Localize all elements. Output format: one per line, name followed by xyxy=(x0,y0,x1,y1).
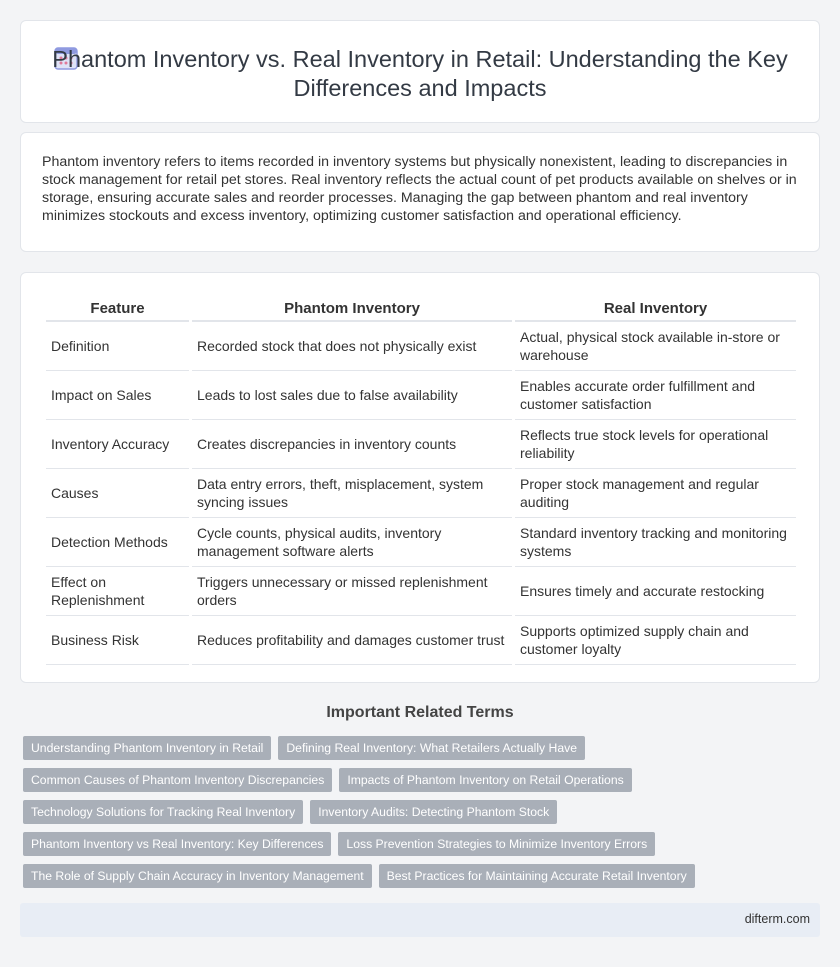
table-row xyxy=(46,371,796,420)
related-term-tag[interactable]: Defining Real Inventory: What Retailers Actually Have xyxy=(278,736,585,760)
related-term-tag[interactable]: Inventory Audits: Detecting Phantom Stock xyxy=(310,800,557,824)
intro-paragraph: Phantom inventory refers to items recorded in inventory systems but physically nonexistent, leading to discrepancies in stock management for retail pet stores. Real inventory reflects the actual count of pet products available on shelves or in storage, ensuring accurate sales and reorder processes. Managing the gap between phantom and real inventory minimizes stockouts and excess inventory, optimizing customer satisfaction and operational efficiency. xyxy=(42,154,797,224)
real-cell: Reflects true stock levels for operational reliability xyxy=(515,420,796,469)
footer xyxy=(20,903,820,937)
header-phantom-inventory: Phantom Inventory xyxy=(192,293,512,322)
feature-cell: Detection Methods xyxy=(46,518,189,567)
table-row xyxy=(46,518,796,567)
tag-row xyxy=(23,800,823,824)
phantom-cell: Triggers unnecessary or missed replenishment orders xyxy=(192,567,512,616)
phantom-cell: Reduces profitability and damages customer trust xyxy=(192,616,512,665)
real-cell: Ensures timely and accurate restocking xyxy=(515,567,796,616)
related-term-tag[interactable]: Best Practices for Maintaining Accurate Retail Inventory xyxy=(379,864,695,888)
related-term-tag[interactable]: Understanding Phantom Inventory in Retail xyxy=(23,736,271,760)
tag-row xyxy=(23,864,823,888)
tag-row xyxy=(23,832,823,856)
real-cell: Standard inventory tracking and monitoring systems xyxy=(515,518,796,567)
related-terms-list xyxy=(23,736,823,896)
real-cell: Supports optimized supply chain and customer loyalty xyxy=(515,616,796,665)
footer-site-link[interactable]: difterm.com xyxy=(744,912,810,926)
real-cell: Actual, physical stock available in-store or warehouse xyxy=(515,322,796,371)
feature-cell: Inventory Accuracy xyxy=(46,420,189,469)
table-row xyxy=(46,469,796,518)
related-term-tag[interactable]: Loss Prevention Strategies to Minimize Inventory Errors xyxy=(338,832,655,856)
tag-row xyxy=(23,736,823,760)
title-card xyxy=(20,20,820,123)
phantom-cell: Recorded stock that does not physically exist xyxy=(192,322,512,371)
feature-cell: Business Risk xyxy=(46,616,189,665)
related-term-tag[interactable]: Impacts of Phantom Inventory on Retail Operations xyxy=(339,768,631,792)
table-row xyxy=(46,322,796,371)
table-row xyxy=(46,567,796,616)
table-row xyxy=(46,420,796,469)
feature-cell: Impact on Sales xyxy=(46,371,189,420)
header-real-inventory: Real Inventory xyxy=(515,293,796,322)
phantom-cell: Data entry errors, theft, misplacement, system syncing issues xyxy=(192,469,512,518)
comparison-table-card xyxy=(20,272,820,683)
tag-row xyxy=(23,768,823,792)
related-term-tag[interactable]: Technology Solutions for Tracking Real Inventory xyxy=(23,800,303,824)
comparison-table xyxy=(43,293,799,665)
related-term-tag[interactable]: The Role of Supply Chain Accuracy in Inventory Management xyxy=(23,864,372,888)
page-title: Phantom Inventory vs. Real Inventory in Retail: Understanding the Key Differences and Impacts xyxy=(52,46,788,101)
real-cell: Proper stock management and regular auditing xyxy=(515,469,796,518)
table-row xyxy=(46,616,796,665)
intro-card xyxy=(20,132,820,252)
table-header-row xyxy=(46,293,796,322)
related-term-tag[interactable]: Common Causes of Phantom Inventory Discrepancies xyxy=(23,768,332,792)
related-term-tag[interactable]: Phantom Inventory vs Real Inventory: Key Differences xyxy=(23,832,331,856)
phantom-cell: Creates discrepancies in inventory counts xyxy=(192,420,512,469)
phantom-cell: Leads to lost sales due to false availability xyxy=(192,371,512,420)
real-cell: Enables accurate order fulfillment and customer satisfaction xyxy=(515,371,796,420)
feature-cell: Definition xyxy=(46,322,189,371)
feature-cell: Causes xyxy=(46,469,189,518)
related-terms-heading: Important Related Terms xyxy=(326,704,514,721)
phantom-cell: Cycle counts, physical audits, inventory management software alerts xyxy=(192,518,512,567)
header-feature: Feature xyxy=(46,293,189,322)
feature-cell: Effect on Replenishment xyxy=(46,567,189,616)
